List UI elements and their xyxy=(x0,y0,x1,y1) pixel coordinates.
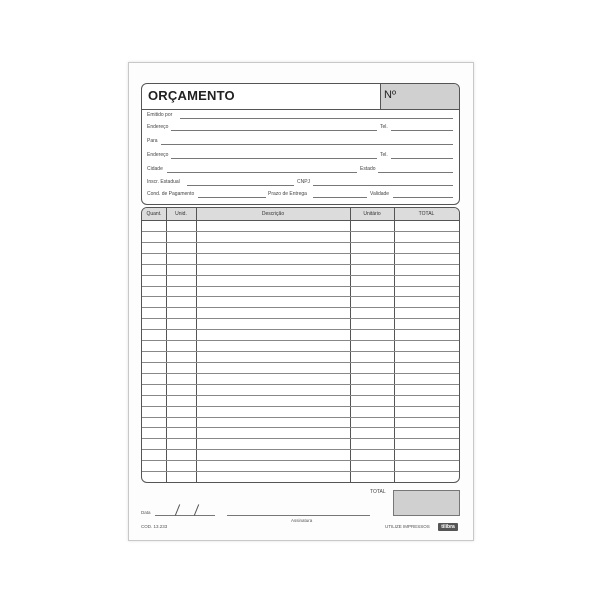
label-cond-pagamento: Cond. de Pagamento xyxy=(147,191,195,197)
form-title: ORÇAMENTO xyxy=(148,88,235,103)
number-label: Nº xyxy=(384,89,396,101)
label-para: Para xyxy=(147,138,158,144)
table-row[interactable] xyxy=(142,318,459,319)
total-box[interactable] xyxy=(393,490,460,516)
label-tel-1: Tel. xyxy=(380,124,388,130)
field-endereco-1[interactable] xyxy=(171,130,377,131)
table-header xyxy=(142,208,459,221)
col-header-quant: Quant. xyxy=(146,211,162,217)
date-label: Data xyxy=(141,510,151,515)
footer-note: UTILIZE IMPRESSOS xyxy=(385,524,430,529)
label-estado: Estado xyxy=(360,166,376,172)
field-para[interactable] xyxy=(161,144,453,145)
field-estado[interactable] xyxy=(378,172,453,173)
label-validade: Validade xyxy=(370,191,390,197)
field-cond-pagamento[interactable] xyxy=(198,197,266,198)
table-row[interactable] xyxy=(142,242,459,243)
field-validade[interactable] xyxy=(393,197,453,198)
table-row[interactable] xyxy=(142,264,459,265)
col-header-unitario: Unitário xyxy=(363,211,381,217)
field-prazo-entrega[interactable] xyxy=(313,197,367,198)
label-tel-2: Tel. xyxy=(380,152,388,158)
col-divider xyxy=(166,208,167,482)
label-emitido-por: Emitido por xyxy=(147,112,173,118)
table-row[interactable] xyxy=(142,460,459,461)
form-sheet xyxy=(128,62,474,541)
signature-label: Assinatura xyxy=(291,518,313,523)
table-row[interactable] xyxy=(142,351,459,352)
col-header-descricao: Descrição xyxy=(261,211,285,217)
table-row[interactable] xyxy=(142,395,459,396)
field-inscr-estadual[interactable] xyxy=(187,185,294,186)
table-row[interactable] xyxy=(142,296,459,297)
col-header-unid: Unid. xyxy=(175,211,187,217)
col-divider xyxy=(196,208,197,482)
table-row[interactable] xyxy=(142,307,459,308)
date-field[interactable] xyxy=(155,515,215,516)
table-row[interactable] xyxy=(142,427,459,428)
table-row[interactable] xyxy=(142,384,459,385)
form-code: COD. 13.233 xyxy=(141,524,168,529)
title-bar xyxy=(142,84,459,110)
table-row[interactable] xyxy=(142,329,459,330)
field-emitido-por[interactable] xyxy=(180,118,453,119)
table-row[interactable] xyxy=(142,438,459,439)
total-label: TOTAL xyxy=(370,489,386,495)
number-box[interactable] xyxy=(380,84,460,109)
field-endereco-2[interactable] xyxy=(171,158,377,159)
col-header-total: TOTAL xyxy=(418,211,435,217)
label-endereco-1: Endereço xyxy=(147,124,169,130)
field-cidade[interactable] xyxy=(167,172,357,173)
table-row[interactable] xyxy=(142,449,459,450)
table-row[interactable] xyxy=(142,362,459,363)
table-row[interactable] xyxy=(142,253,459,254)
label-endereco-2: Endereço xyxy=(147,152,169,158)
table-row[interactable] xyxy=(142,340,459,341)
items-table xyxy=(141,207,460,483)
label-prazo-entrega: Prazo de Entrega xyxy=(268,191,307,197)
field-tel-2[interactable] xyxy=(391,158,453,159)
header-section xyxy=(141,83,460,205)
field-tel-1[interactable] xyxy=(391,130,453,131)
table-row[interactable] xyxy=(142,286,459,287)
signature-field[interactable] xyxy=(227,515,370,516)
table-row[interactable] xyxy=(142,275,459,276)
table-row[interactable] xyxy=(142,373,459,374)
table-row[interactable] xyxy=(142,471,459,472)
table-row[interactable] xyxy=(142,231,459,232)
table-row[interactable] xyxy=(142,417,459,418)
label-cnpj: CNPJ xyxy=(297,179,311,185)
brand-logo: tilibra xyxy=(438,523,458,531)
col-divider xyxy=(394,208,395,482)
table-row[interactable] xyxy=(142,406,459,407)
label-inscr-estadual: Inscr. Estadual xyxy=(147,179,180,185)
label-cidade: Cidade xyxy=(147,166,163,172)
field-cnpj[interactable] xyxy=(313,185,453,186)
col-divider xyxy=(350,208,351,482)
